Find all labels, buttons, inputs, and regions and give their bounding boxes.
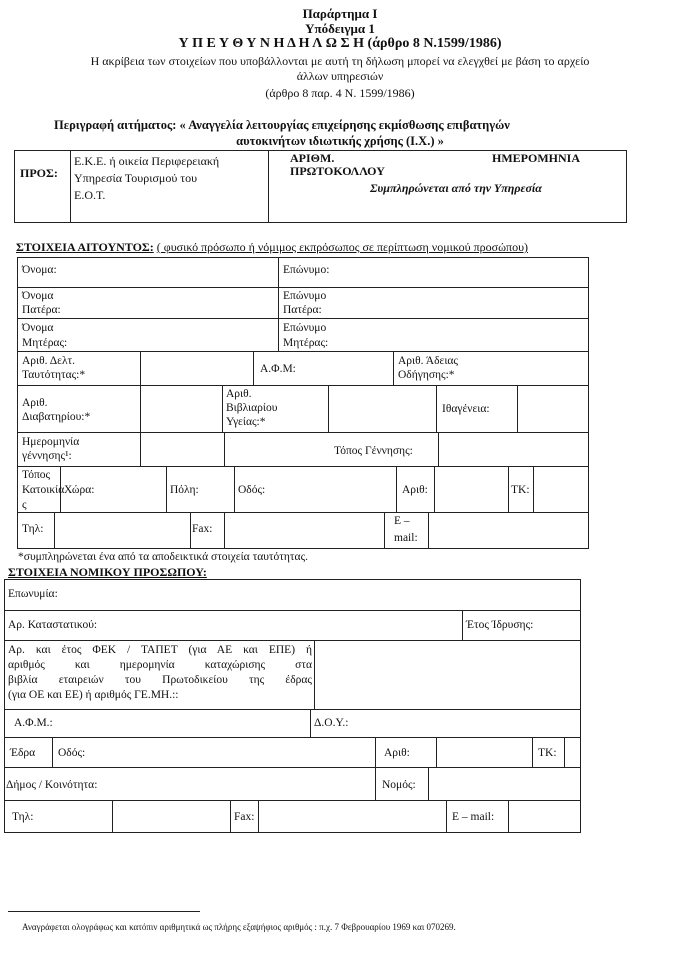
applicant-heading-title: ΣΤΟΙΧΕΙΑ ΑΙΤΟΥΝΤΟΣ: (16, 240, 154, 254)
legal-number-label: Αριθ: (384, 747, 410, 759)
recipient-line: Υπηρεσία Τουρισμού του (74, 171, 198, 185)
gazette-label: Αρ. και έτος ΦΕΚ / ΤΑΠΕΤ (για ΑΕ και ΕΠΕ) ή (8, 644, 312, 656)
statute-label: Αρ. Καταστατικού: (8, 619, 98, 631)
legal-heading: ΣΤΟΙΧΕΙΑ ΝΟΜΙΚΟΥ ΠΡΟΣΩΠΟΥ: (8, 565, 207, 579)
request-description-cont: αυτοκινήτων ιδιωτικής χρήσης (Ι.Χ.) » (236, 134, 444, 148)
email-label: mail: (394, 532, 418, 544)
father-name-label: Πατέρα: (22, 304, 61, 316)
annex-title: Παράρτημα Ι (302, 6, 378, 21)
to-label: ΠΡΟΣ: (20, 166, 58, 180)
seat-label: Έδρα (10, 747, 36, 759)
mother-name-label: Μητέρας: (22, 337, 68, 349)
request-description: Περιγραφή αιτήματος: « Αναγγελία λειτουργίας επιχείρησης εκμίσθωσης επιβατηγών (54, 118, 510, 132)
mother-surname-label: Μητέρας: (283, 337, 329, 349)
residence-label: ς (22, 499, 27, 511)
health-book-label: Υγείας:* (226, 416, 266, 428)
protocol-label: ΠΡΩΤΟΚΟΛΛΟΥ (290, 164, 385, 178)
applicant-heading (16, 240, 528, 255)
street-label: Οδός: (238, 484, 266, 496)
mother-name-label: Όνομα (22, 322, 54, 334)
legal-email-label: E – mail: (452, 811, 495, 823)
residence-label: Κατοικία (22, 484, 65, 496)
accuracy-notice-cont: άλλων υπηρεσιών (296, 69, 384, 83)
gazette-label: (για ΟΕ και ΕΕ) ή αριθμός ΓΕ.ΜΗ.:: (8, 689, 179, 701)
phone-label: Τηλ: (22, 523, 44, 535)
legal-afm-label: Α.Φ.Μ.: (14, 717, 53, 729)
id-card-label: Ταυτότητας:* (22, 369, 86, 381)
prefecture-label: Νομός: (382, 779, 416, 791)
surname-label: Επώνυμο: (283, 264, 330, 276)
birthdate-label: γέννησης¹: (22, 450, 72, 462)
father-surname-label: Πατέρα: (283, 304, 322, 316)
residence-label: Τόπος (22, 469, 51, 481)
declaration-title: Υ Π Ε Υ Θ Υ Ν Η Δ Η Λ Ω Σ Η (άρθρο 8 Ν.1599/1986) (178, 36, 502, 51)
identity-note: *συμπληρώνεται ένα από τα αποδεικτικά στοιχεία ταυτότητας. (18, 551, 309, 563)
template-title: Υπόδειγμα 1 (305, 21, 375, 36)
recipient-line: Ε.Ο.Τ. (74, 188, 106, 202)
birthplace-label: Τόπος Γέννησης: (334, 445, 413, 457)
health-book-label: Βιβλιαρίου (226, 402, 278, 414)
company-name-label: Επωνυμία: (8, 588, 58, 600)
license-label: Αριθ. Άδειας (398, 355, 458, 367)
founded-label: Έτος Ίδρυσης: (466, 619, 534, 631)
passport-label: Αριθ. (22, 397, 48, 409)
father-surname-label: Επώνυμο (283, 290, 327, 302)
fax-label: Fax: (192, 523, 213, 535)
legal-phone-label: Τηλ: (12, 811, 34, 823)
footnote: Αναγράφεται ολογράφως και κατόπιν αριθμητικά ως πλήρης εξαψήφιος αριθμός : π.χ. 7 Φεβρουαρίου 1969 και 070269. (22, 922, 456, 932)
birthdate-label: Ημερομηνία (22, 436, 80, 448)
accuracy-notice: Η ακρίβεια των στοιχείων που υποβάλλονται με αυτή τη δήλωση μπορεί να ελεγχθεί με βάση το αρχείο (90, 54, 590, 68)
law-reference: (άρθρο 8 παρ. 4 Ν. 1599/1986) (265, 86, 415, 100)
municipality-label: Δήμος / Κοινότητα: (6, 779, 98, 791)
gazette-label: βιβλία εταιρειών του Πρωτοδικείου της έδρας (8, 674, 312, 686)
gazette-label: αριθμός και ημερομηνία καταχώρισης στα (8, 659, 312, 671)
father-name-label: Όνομα (22, 290, 54, 302)
nationality-label: Ιθαγένεια: (442, 403, 490, 415)
passport-label: Διαβατηρίου:* (22, 411, 91, 423)
name-label: Όνομα: (22, 264, 57, 276)
tax-office-label: Δ.Ο.Υ.: (314, 717, 349, 729)
number-label: Αριθ: (402, 484, 428, 496)
postcode-label: ΤΚ: (511, 484, 530, 496)
legal-street-label: Οδός: (58, 747, 86, 759)
afm-label: Α.Φ.Μ: (260, 363, 296, 375)
city-label: Πόλη: (170, 484, 199, 496)
email-label: Ε – (394, 515, 410, 527)
filled-by-service: Συμπληρώνεται από την Υπηρεσία (370, 181, 542, 195)
legal-postcode-label: ΤΚ: (538, 747, 557, 759)
protocol-label: ΑΡΙΘΜ. (290, 151, 335, 165)
recipient-line: Ε.Κ.Ε. ή οικεία Περιφερειακή (74, 154, 220, 168)
id-card-label: Αριθ. Δελτ. (22, 355, 76, 367)
license-label: Οδήγησης:* (398, 369, 455, 381)
applicant-heading-note: ( φυσικό πρόσωπο ή νόμιμος εκπρόσωπος σε περίπτωση νομικού προσώπου) (156, 240, 529, 254)
mother-surname-label: Επώνυμο (283, 322, 327, 334)
date-label: ΗΜΕΡΟΜΗΝΙΑ (492, 151, 580, 165)
health-book-label: Αριθ. (226, 388, 252, 400)
country-label: Χώρα: (64, 484, 95, 496)
legal-fax-label: Fax: (234, 811, 255, 823)
